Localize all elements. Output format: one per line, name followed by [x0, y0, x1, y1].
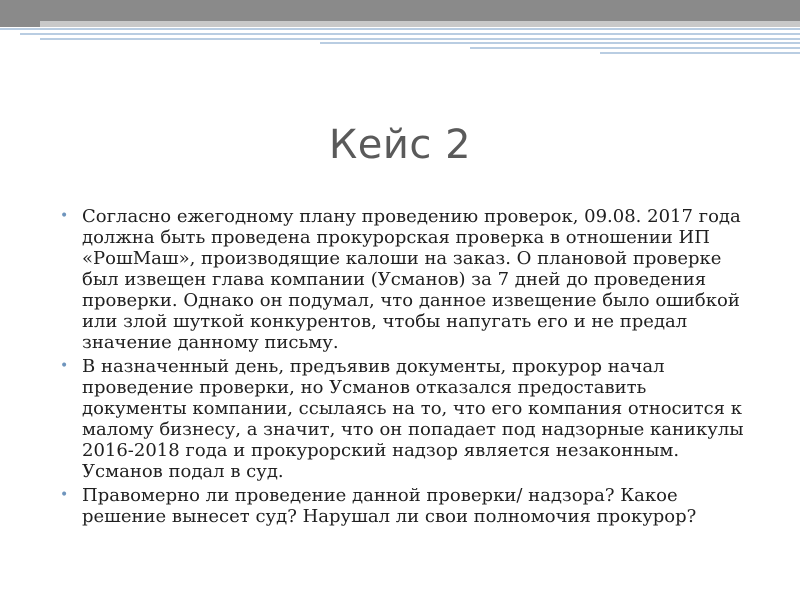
bullet-point-icon: •	[60, 208, 69, 224]
top-gray-band	[0, 0, 800, 27]
stripe-line	[600, 52, 800, 54]
bullet-point-icon: •	[60, 358, 69, 374]
stripe-line	[470, 47, 800, 49]
stripe-line	[0, 28, 800, 30]
bullet-item	[60, 356, 750, 482]
stripe-line	[40, 38, 800, 40]
bullet-list	[60, 206, 750, 530]
stripe-line	[20, 33, 800, 35]
stripe-line	[320, 42, 800, 44]
bullet-item	[60, 206, 750, 353]
bullet-text: Правомерно ли проведение данной проверки/ надзора? Какое решение вынесет суд? Нарушал ли свои полномочия прокурор?	[82, 485, 697, 527]
slide-title: Кейс 2	[328, 122, 472, 168]
bullet-text: В назначенный день, предъявив документы, прокурор начал проведение проверки, но Усманов отказался предоставить документы компании, ссылаясь на то, что его компания относится к малому бизнесу, а значит, что он попадает под надзорные каникулы 2016-2018 года и прокурорский надзор является незаконным. Усманов подал в суд.	[82, 356, 744, 482]
bullet-text: Согласно ежегодному плану проведению проверок, 09.08. 2017 года должна быть проведена прокурорская проверка в отношении ИП «РошМаш», производящие калоши на заказ. О плановой проверке был извещен глава компании (Усманов) за 7 дней до проведения проверки. Однако он подумал, что данное извещение было ошибкой или злой шуткой конкурентов, чтобы напугать его и не предал значение данному письму.	[82, 206, 741, 353]
bullet-item	[60, 485, 750, 527]
decorative-stripes	[0, 26, 800, 56]
bullet-point-icon: •	[60, 487, 69, 503]
